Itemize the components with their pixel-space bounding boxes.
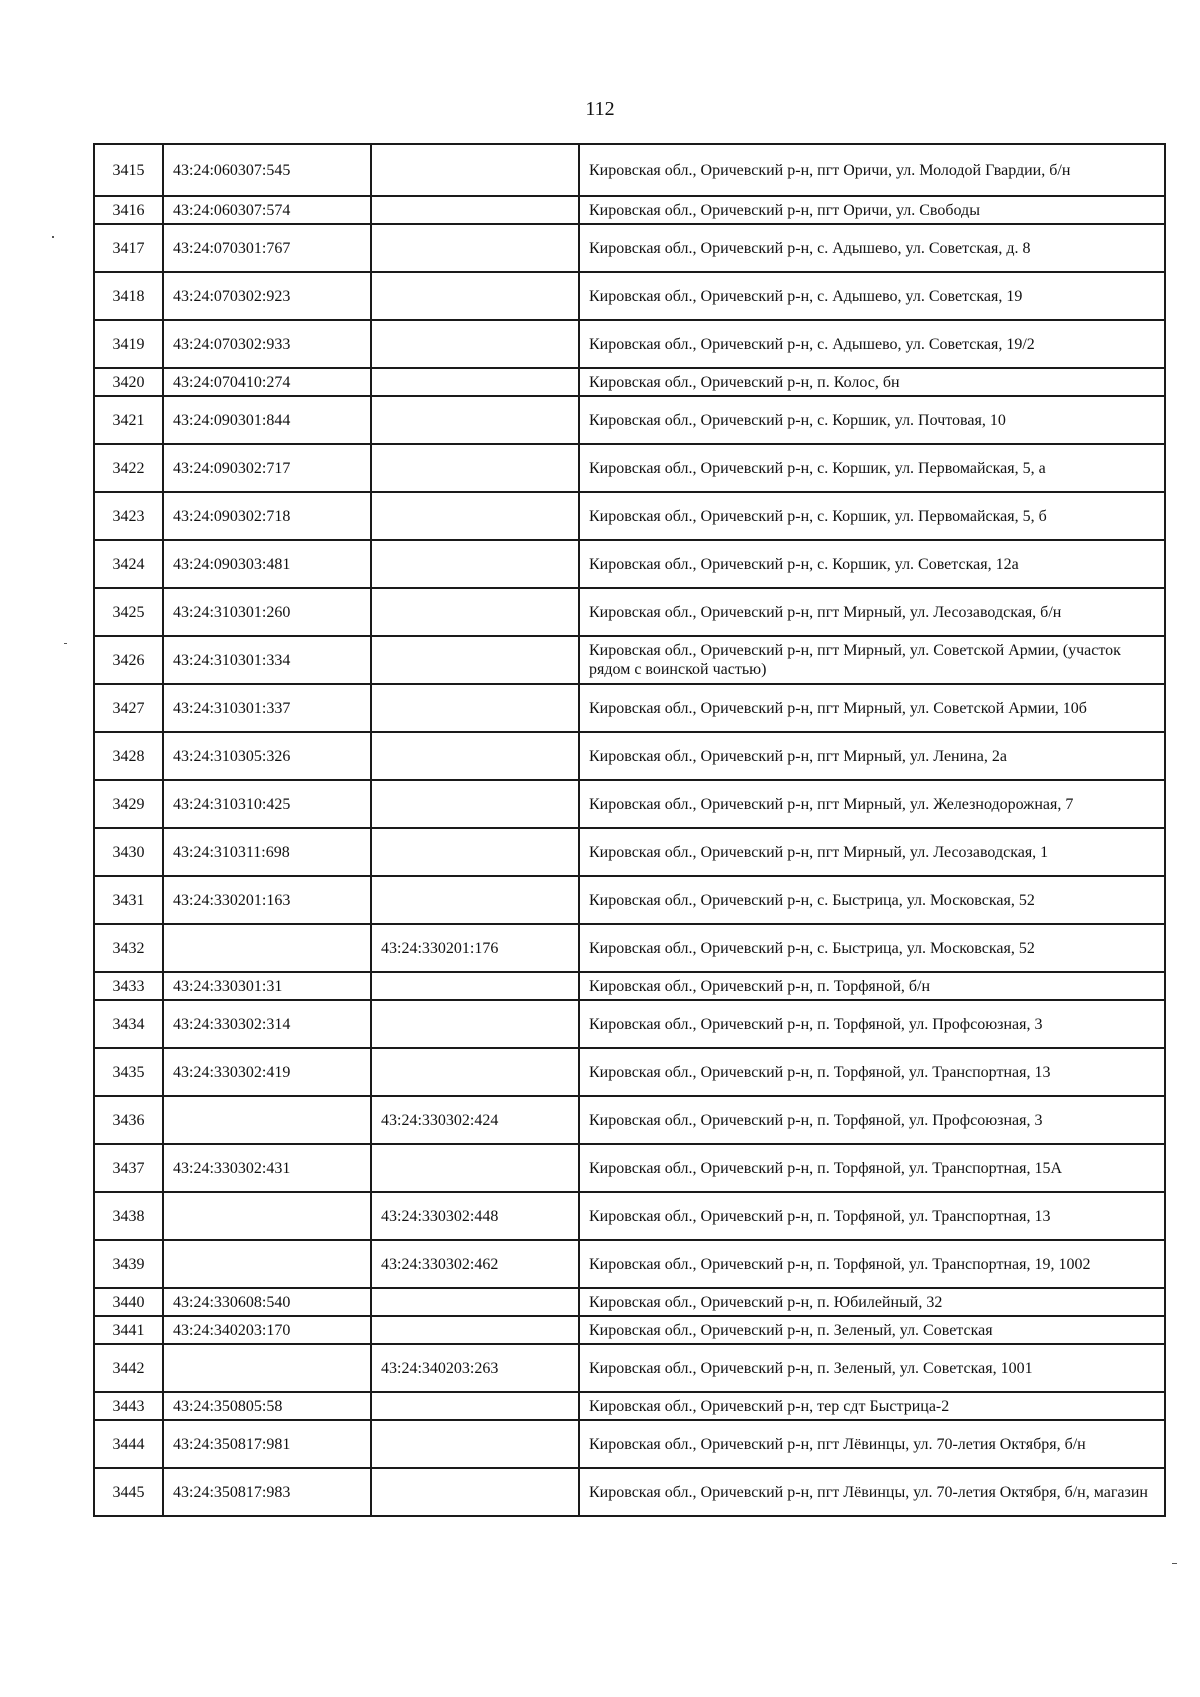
cadastral-number-cell: 43:24:090303:481: [163, 540, 371, 588]
cadastral-number-cell: 43:24:090301:844: [163, 396, 371, 444]
structure-cadastral-number-cell: [371, 972, 579, 1000]
address-cell: Кировская обл., Оричевский р-н, пгт Мирный, ул. Лесозаводская, б/н: [579, 588, 1165, 636]
cadastral-number-cell: [163, 1344, 371, 1392]
structure-cadastral-number-cell: 43:24:330302:448: [371, 1192, 579, 1240]
row-number-cell: 3431: [94, 876, 163, 924]
table-row: [94, 636, 1165, 684]
structure-cadastral-number-cell: [371, 272, 579, 320]
address-cell: Кировская обл., Оричевский р-н, пгт Лёвинцы, ул. 70-летия Октября, б/н: [579, 1420, 1165, 1468]
cadastral-number-cell: 43:24:060307:574: [163, 196, 371, 224]
address-cell: Кировская обл., Оричевский р-н, с. Коршик, ул. Советская, 12а: [579, 540, 1165, 588]
structure-cadastral-number-cell: 43:24:330201:176: [371, 924, 579, 972]
row-number-cell: 3419: [94, 320, 163, 368]
address-cell: Кировская обл., Оричевский р-н, с. Быстрица, ул. Московская, 52: [579, 876, 1165, 924]
row-number-cell: 3427: [94, 684, 163, 732]
structure-cadastral-number-cell: [371, 224, 579, 272]
table-body: [94, 144, 1165, 1516]
row-number-cell: 3422: [94, 444, 163, 492]
cadastral-number-cell: 43:24:330301:31: [163, 972, 371, 1000]
address-cell: Кировская обл., Оричевский р-н, п. Торфяной, б/н: [579, 972, 1165, 1000]
cadastral-number-cell: [163, 1192, 371, 1240]
table-row: [94, 1096, 1165, 1144]
cadastral-number-cell: [163, 924, 371, 972]
cadastral-number-cell: 43:24:330302:431: [163, 1144, 371, 1192]
row-number-cell: 3439: [94, 1240, 163, 1288]
address-cell: Кировская обл., Оричевский р-н, пгт Мирный, ул. Ленина, 2а: [579, 732, 1165, 780]
row-number-cell: 3416: [94, 196, 163, 224]
cadastral-number-cell: 43:24:310301:337: [163, 684, 371, 732]
table-row: [94, 444, 1165, 492]
row-number-cell: 3443: [94, 1392, 163, 1420]
row-number-cell: 3423: [94, 492, 163, 540]
structure-cadastral-number-cell: [371, 588, 579, 636]
cadastral-number-cell: 43:24:070302:933: [163, 320, 371, 368]
table-row: [94, 1240, 1165, 1288]
address-cell: Кировская обл., Оричевский р-н, п. Зеленый, ул. Советская, 1001: [579, 1344, 1165, 1392]
cadastral-number-cell: 43:24:340203:170: [163, 1316, 371, 1344]
structure-cadastral-number-cell: [371, 368, 579, 396]
row-number-cell: 3445: [94, 1468, 163, 1516]
table-row: [94, 1344, 1165, 1392]
table-row: [94, 1144, 1165, 1192]
row-number-cell: 3417: [94, 224, 163, 272]
structure-cadastral-number-cell: 43:24:330302:424: [371, 1096, 579, 1144]
table-row: [94, 196, 1165, 224]
structure-cadastral-number-cell: [371, 780, 579, 828]
cadastral-number-cell: 43:24:350805:58: [163, 1392, 371, 1420]
structure-cadastral-number-cell: [371, 1316, 579, 1344]
table-row: [94, 924, 1165, 972]
row-number-cell: 3441: [94, 1316, 163, 1344]
table-row: [94, 1316, 1165, 1344]
cadastral-number-cell: 43:24:090302:717: [163, 444, 371, 492]
row-number-cell: 3426: [94, 636, 163, 684]
address-cell: Кировская обл., Оричевский р-н, п. Торфяной, ул. Профсоюзная, 3: [579, 1000, 1165, 1048]
row-number-cell: 3438: [94, 1192, 163, 1240]
cadastral-number-cell: 43:24:070410:274: [163, 368, 371, 396]
structure-cadastral-number-cell: [371, 492, 579, 540]
scan-speck: [64, 643, 67, 644]
table-row: [94, 876, 1165, 924]
cadastral-number-cell: 43:24:330201:163: [163, 876, 371, 924]
cadastral-number-cell: 43:24:060307:545: [163, 144, 371, 196]
address-cell: Кировская обл., Оричевский р-н, п. Колос, бн: [579, 368, 1165, 396]
structure-cadastral-number-cell: [371, 828, 579, 876]
structure-cadastral-number-cell: [371, 1288, 579, 1316]
table-row: [94, 396, 1165, 444]
table-row: [94, 972, 1165, 1000]
address-cell: Кировская обл., Оричевский р-н, п. Юбилейный, 32: [579, 1288, 1165, 1316]
row-number-cell: 3436: [94, 1096, 163, 1144]
address-cell: Кировская обл., Оричевский р-н, пгт Мирный, ул. Лесозаводская, 1: [579, 828, 1165, 876]
table-row: [94, 1392, 1165, 1420]
table-row: [94, 1048, 1165, 1096]
table-row: [94, 1000, 1165, 1048]
row-number-cell: 3420: [94, 368, 163, 396]
address-cell: Кировская обл., Оричевский р-н, тер сдт Быстрица-2: [579, 1392, 1165, 1420]
row-number-cell: 3433: [94, 972, 163, 1000]
address-cell: Кировская обл., Оричевский р-н, п. Торфяной, ул. Транспортная, 13: [579, 1048, 1165, 1096]
page-number: 112: [585, 98, 615, 120]
table-row: [94, 492, 1165, 540]
structure-cadastral-number-cell: [371, 636, 579, 684]
scan-speck: [52, 236, 54, 238]
address-cell: Кировская обл., Оричевский р-н, пгт Мирный, ул. Железнодорожная, 7: [579, 780, 1165, 828]
address-cell: Кировская обл., Оричевский р-н, с. Адышево, ул. Советская, 19/2: [579, 320, 1165, 368]
structure-cadastral-number-cell: [371, 732, 579, 780]
structure-cadastral-number-cell: [371, 1048, 579, 1096]
cadastral-number-cell: 43:24:350817:981: [163, 1420, 371, 1468]
row-number-cell: 3434: [94, 1000, 163, 1048]
address-cell: Кировская обл., Оричевский р-н, п. Торфяной, ул. Транспортная, 13: [579, 1192, 1165, 1240]
structure-cadastral-number-cell: [371, 320, 579, 368]
scan-speck: [1172, 1563, 1177, 1564]
address-cell: Кировская обл., Оричевский р-н, пгт Оричи, ул. Молодой Гвардии, б/н: [579, 144, 1165, 196]
structure-cadastral-number-cell: [371, 540, 579, 588]
address-cell: Кировская обл., Оричевский р-н, с. Адышево, ул. Советская, 19: [579, 272, 1165, 320]
cadastral-number-cell: 43:24:330608:540: [163, 1288, 371, 1316]
row-number-cell: 3430: [94, 828, 163, 876]
cadastral-number-cell: 43:24:090302:718: [163, 492, 371, 540]
address-cell: Кировская обл., Оричевский р-н, пгт Мирный, ул. Советской Армии, (участок рядом с воинской частью): [579, 636, 1165, 684]
structure-cadastral-number-cell: [371, 1420, 579, 1468]
table-row: [94, 224, 1165, 272]
table-row: [94, 588, 1165, 636]
cadastral-number-cell: 43:24:310310:425: [163, 780, 371, 828]
cadastral-number-cell: 43:24:330302:419: [163, 1048, 371, 1096]
table-row: [94, 828, 1165, 876]
cadastral-number-cell: 43:24:070301:767: [163, 224, 371, 272]
address-cell: Кировская обл., Оричевский р-н, с. Коршик, ул. Почтовая, 10: [579, 396, 1165, 444]
table-row: [94, 732, 1165, 780]
row-number-cell: 3435: [94, 1048, 163, 1096]
address-cell: Кировская обл., Оричевский р-н, пгт Оричи, ул. Свободы: [579, 196, 1165, 224]
address-cell: Кировская обл., Оричевский р-н, пгт Лёвинцы, ул. 70-летия Октября, б/н, магазин: [579, 1468, 1165, 1516]
address-cell: Кировская обл., Оричевский р-н, пгт Мирный, ул. Советской Армии, 10б: [579, 684, 1165, 732]
cadastral-number-cell: 43:24:310301:260: [163, 588, 371, 636]
property-registry-table: [93, 143, 1166, 1517]
cadastral-number-cell: [163, 1240, 371, 1288]
table-row: [94, 684, 1165, 732]
address-cell: Кировская обл., Оричевский р-н, с. Коршик, ул. Первомайская, 5, б: [579, 492, 1165, 540]
structure-cadastral-number-cell: [371, 1468, 579, 1516]
row-number-cell: 3421: [94, 396, 163, 444]
structure-cadastral-number-cell: 43:24:340203:263: [371, 1344, 579, 1392]
structure-cadastral-number-cell: [371, 684, 579, 732]
table-row: [94, 320, 1165, 368]
structure-cadastral-number-cell: [371, 444, 579, 492]
cadastral-number-cell: 43:24:310301:334: [163, 636, 371, 684]
structure-cadastral-number-cell: [371, 1392, 579, 1420]
address-cell: Кировская обл., Оричевский р-н, п. Торфяной, ул. Профсоюзная, 3: [579, 1096, 1165, 1144]
structure-cadastral-number-cell: [371, 396, 579, 444]
row-number-cell: 3428: [94, 732, 163, 780]
cadastral-number-cell: 43:24:350817:983: [163, 1468, 371, 1516]
cadastral-number-cell: 43:24:330302:314: [163, 1000, 371, 1048]
structure-cadastral-number-cell: [371, 1000, 579, 1048]
row-number-cell: 3429: [94, 780, 163, 828]
table-row: [94, 780, 1165, 828]
structure-cadastral-number-cell: 43:24:330302:462: [371, 1240, 579, 1288]
row-number-cell: 3440: [94, 1288, 163, 1316]
row-number-cell: 3432: [94, 924, 163, 972]
row-number-cell: 3425: [94, 588, 163, 636]
row-number-cell: 3424: [94, 540, 163, 588]
table-row: [94, 144, 1165, 196]
row-number-cell: 3437: [94, 1144, 163, 1192]
structure-cadastral-number-cell: [371, 1144, 579, 1192]
structure-cadastral-number-cell: [371, 144, 579, 196]
table-row: [94, 368, 1165, 396]
table-row: [94, 540, 1165, 588]
address-cell: Кировская обл., Оричевский р-н, п. Торфяной, ул. Транспортная, 15А: [579, 1144, 1165, 1192]
structure-cadastral-number-cell: [371, 876, 579, 924]
table-row: [94, 272, 1165, 320]
address-cell: Кировская обл., Оричевский р-н, с. Адышево, ул. Советская, д. 8: [579, 224, 1165, 272]
row-number-cell: 3418: [94, 272, 163, 320]
address-cell: Кировская обл., Оричевский р-н, с. Коршик, ул. Первомайская, 5, а: [579, 444, 1165, 492]
table-row: [94, 1192, 1165, 1240]
row-number-cell: 3415: [94, 144, 163, 196]
address-cell: Кировская обл., Оричевский р-н, п. Зеленый, ул. Советская: [579, 1316, 1165, 1344]
table-row: [94, 1468, 1165, 1516]
address-cell: Кировская обл., Оричевский р-н, п. Торфяной, ул. Транспортная, 19, 1002: [579, 1240, 1165, 1288]
address-cell: Кировская обл., Оричевский р-н, с. Быстрица, ул. Московская, 52: [579, 924, 1165, 972]
cadastral-number-cell: 43:24:310305:326: [163, 732, 371, 780]
row-number-cell: 3444: [94, 1420, 163, 1468]
structure-cadastral-number-cell: [371, 196, 579, 224]
row-number-cell: 3442: [94, 1344, 163, 1392]
cadastral-number-cell: 43:24:310311:698: [163, 828, 371, 876]
table-row: [94, 1288, 1165, 1316]
table-row: [94, 1420, 1165, 1468]
cadastral-number-cell: [163, 1096, 371, 1144]
cadastral-number-cell: 43:24:070302:923: [163, 272, 371, 320]
